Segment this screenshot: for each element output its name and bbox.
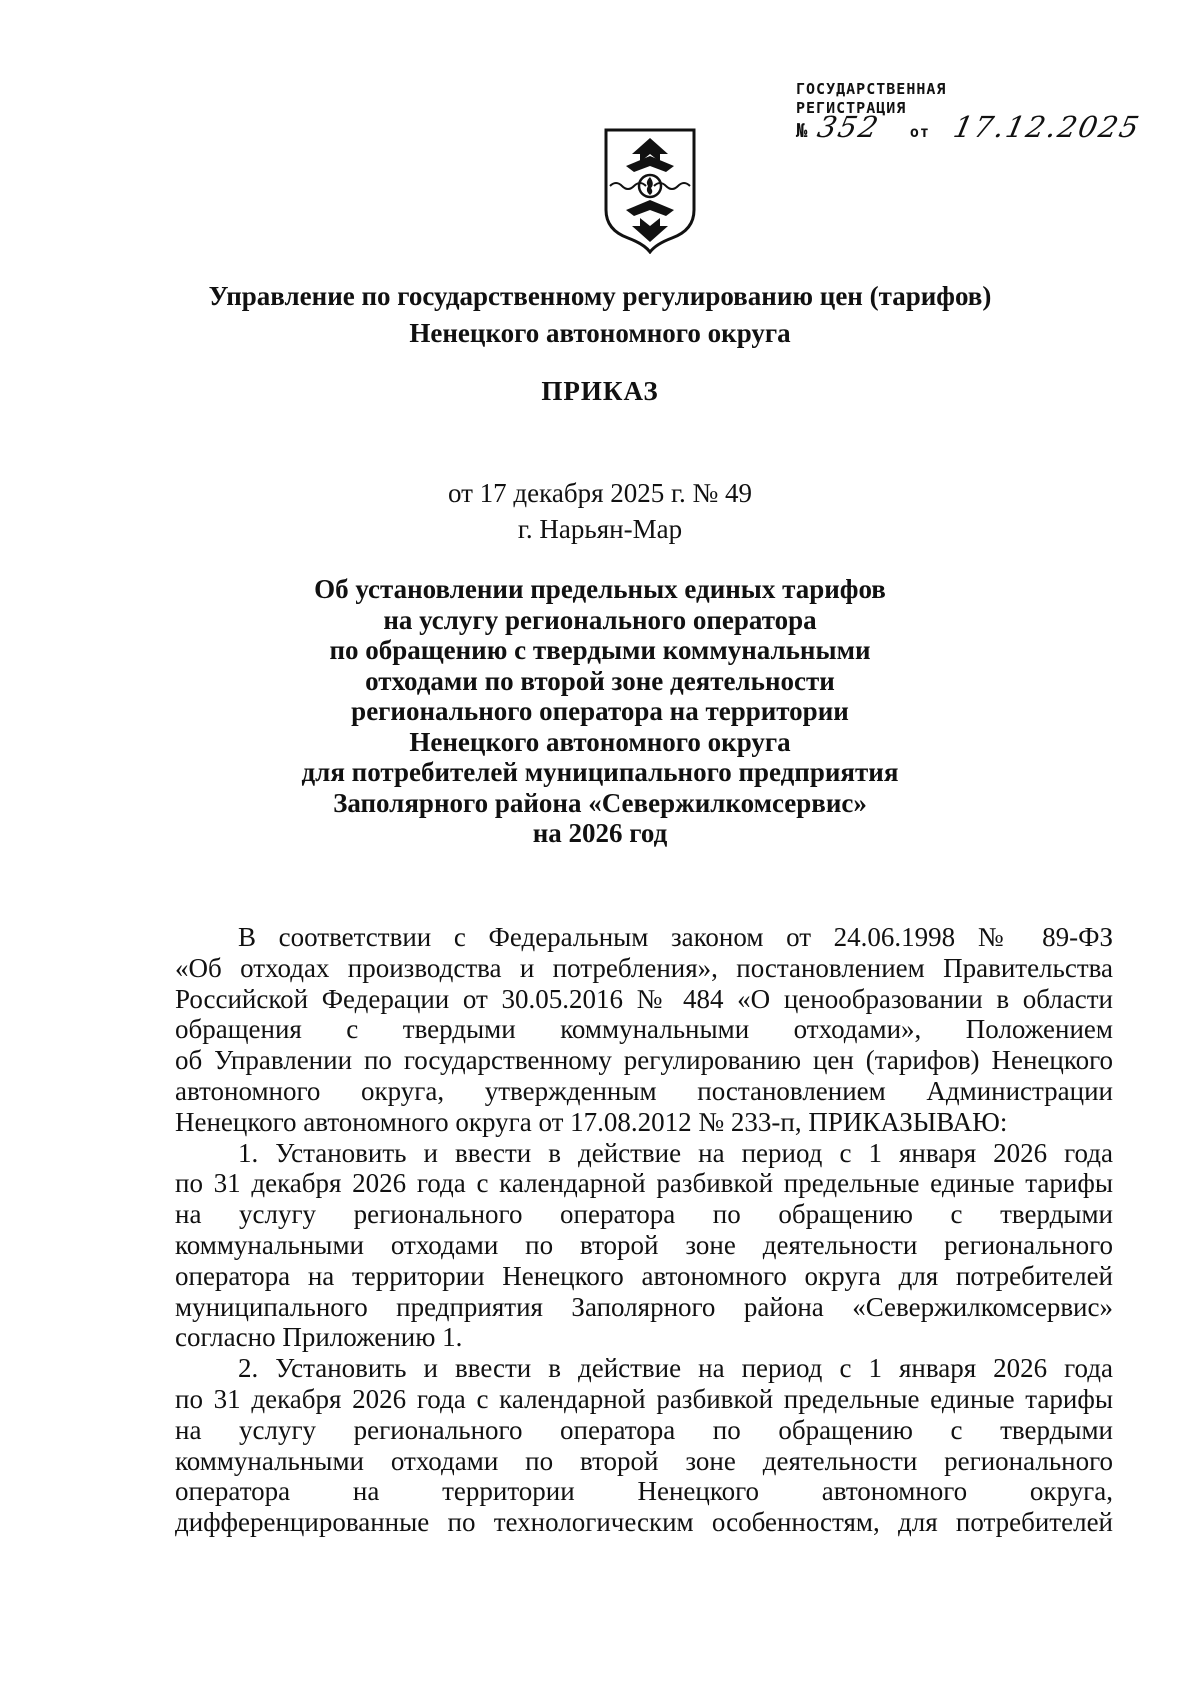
title-line: на 2026 год <box>532 818 668 848</box>
body-line: автономного округа, утвержденным постановлением Администрации <box>175 1075 1113 1106</box>
stamp-line-1: ГОСУДАРСТВЕННАЯ <box>796 80 947 98</box>
body-line: оператора на территории Ненецкого автономного округа, <box>175 1476 1113 1507</box>
body-line: В соответствии с Федеральным законом от 24.06.1998 № 89-ФЗ <box>238 922 1113 952</box>
stamp-number-prefix: № <box>796 120 809 142</box>
body-line: согласно Приложению 1. <box>175 1322 463 1353</box>
stamp-from-label: от <box>909 123 930 141</box>
organization-name <box>0 278 1200 352</box>
paragraph-preamble <box>175 922 1113 1138</box>
title-line: для потребителей муниципального предприятия <box>301 757 899 787</box>
body-line: дифференцированные по технологическим особенностям, для потребителей <box>175 1507 1113 1538</box>
document-title <box>0 574 1200 849</box>
stamp-date-handwritten: 17.12.2025 <box>950 110 1144 144</box>
body-line: по 31 декабря 2026 года с календарной разбивкой предельные единые тарифы <box>175 1168 1113 1199</box>
paragraph-item-1 <box>175 1138 1113 1354</box>
body-line: на услугу регионального оператора по обращению с твердыми <box>175 1199 1113 1230</box>
document-place: г. Нарьян-Мар <box>517 514 683 544</box>
body-line: коммунальными отходами по второй зоне деятельности регионального <box>175 1229 1113 1260</box>
document-body <box>175 922 1113 1538</box>
body-line: 1. Установить и ввести в действие на период с 1 января 2026 года <box>238 1137 1113 1168</box>
body-line: на услугу регионального оператора по обращению с твердыми <box>175 1414 1113 1445</box>
stamp-line-2: РЕГИСТРАЦИЯ <box>796 99 907 117</box>
stamp-number-handwritten: 352 <box>814 110 884 144</box>
date-and-place <box>0 475 1200 547</box>
organization-line-2: Ненецкого автономного округа <box>409 318 791 348</box>
body-line: по 31 декабря 2026 года с календарной разбивкой предельные единые тарифы <box>175 1383 1113 1414</box>
body-line: Ненецкого автономного округа от 17.08.2012 № 233-п, ПРИКАЗЫВАЮ: <box>175 1106 1008 1137</box>
document-type: ПРИКАЗ <box>541 376 659 406</box>
title-line: Заполярного района «Севержилкомсервис» <box>333 787 867 818</box>
paragraph-item-2 <box>175 1353 1113 1538</box>
document-date-number: от 17 декабря 2025 г. № 49 <box>447 478 753 508</box>
title-line: на услугу регионального оператора <box>383 604 817 635</box>
body-line: оператора на территории Ненецкого автономного округа для потребителей <box>175 1260 1113 1291</box>
body-line: «Об отходах производства и потребления», постановлением Правительства <box>175 952 1113 983</box>
body-line: обращения с твердыми коммунальными отходами», Положением <box>175 1014 1113 1045</box>
title-line: регионального оператора на территории <box>351 696 849 726</box>
title-line: Ненецкого автономного округа <box>409 726 791 757</box>
title-line: отходами по второй зоне деятельности <box>365 665 835 696</box>
body-line: об Управлении по государственному регулированию цен (тарифов) Ненецкого <box>175 1045 1113 1076</box>
nao-coat-of-arms-icon <box>602 126 698 254</box>
body-line: коммунальными отходами по второй зоне деятельности регионального <box>175 1445 1113 1476</box>
organization-line-1: Управление по государственному регулированию цен (тарифов) <box>208 281 992 311</box>
title-line: по обращению с твердыми коммунальными <box>329 635 871 665</box>
body-line: муниципального предприятия Заполярного района «Севержилкомсервис» <box>175 1291 1113 1322</box>
title-line: Об установлении предельных единых тарифов <box>314 574 886 604</box>
registration-stamp <box>796 80 1144 144</box>
stamp-number-line <box>796 110 1144 144</box>
body-line: Российской Федерации от 30.05.2016 № 484 «О ценообразовании в области <box>175 983 1113 1014</box>
body-line: 2. Установить и ввести в действие на период с 1 января 2026 года <box>238 1353 1113 1384</box>
